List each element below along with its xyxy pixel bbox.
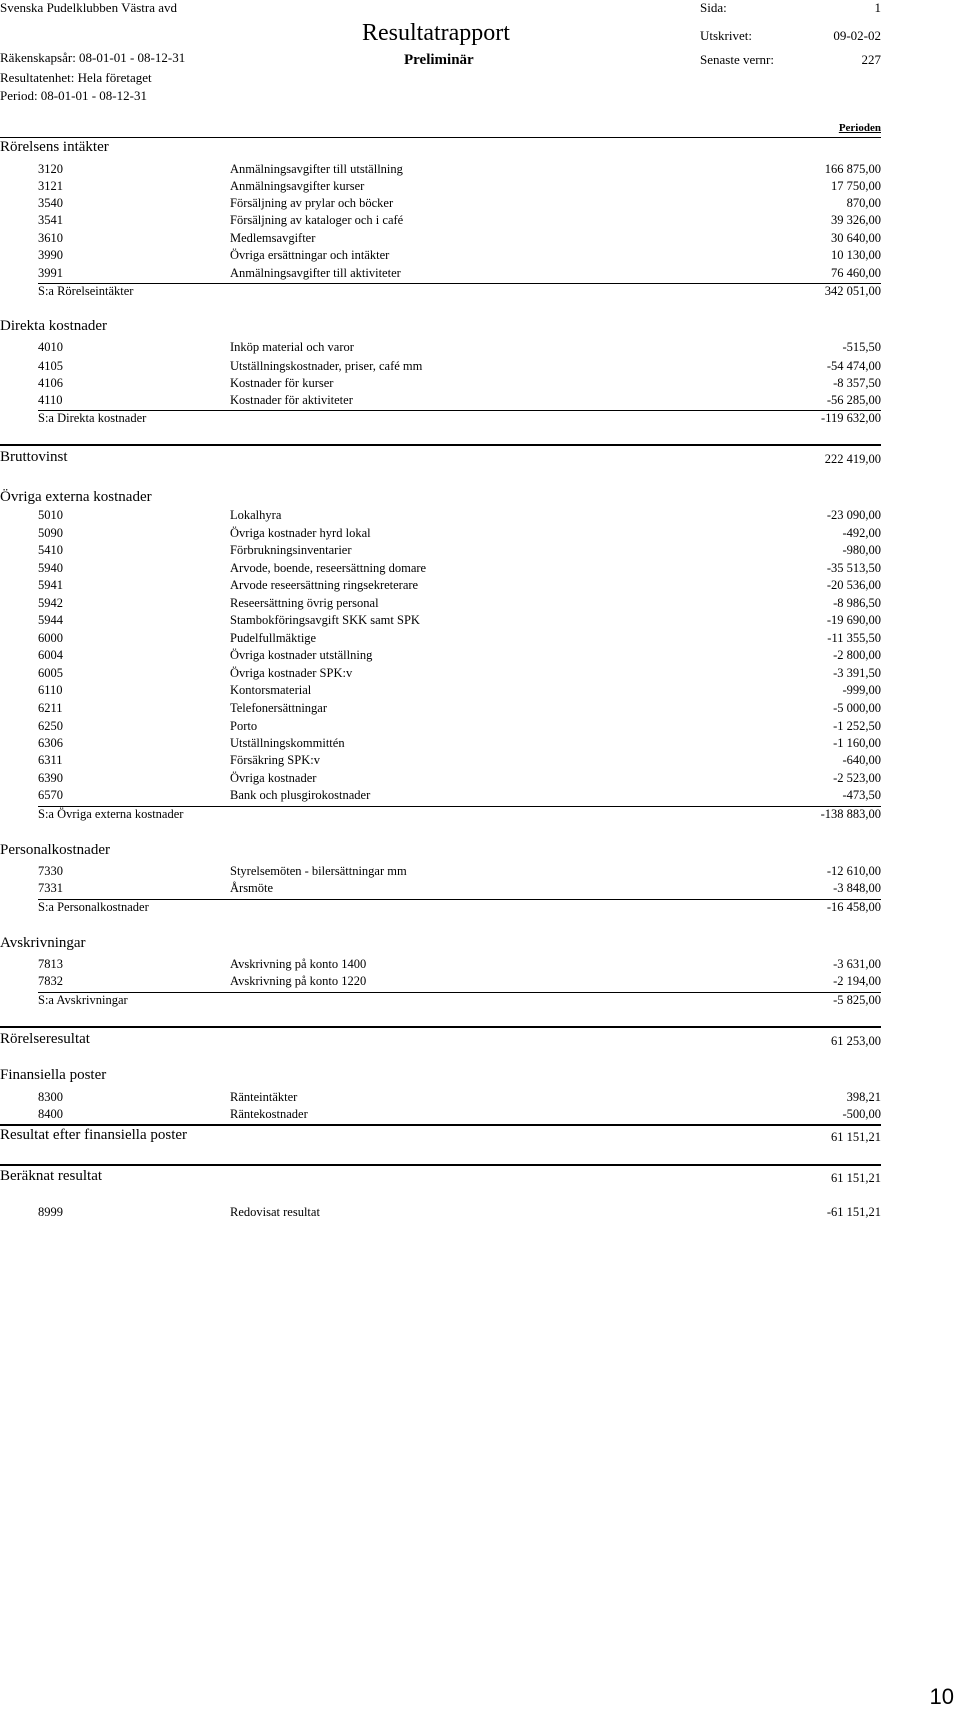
account-description: Utställningskostnader, priser, café mm <box>230 359 423 373</box>
table-row <box>0 543 960 560</box>
table-row <box>0 526 960 543</box>
account-description: Anmälningsavgifter kurser <box>230 179 365 193</box>
amount: 870,00 <box>846 196 881 210</box>
page-value: 1 <box>874 0 881 15</box>
account-description: Ränteintäkter <box>230 1090 298 1104</box>
printed-value: 09-02-02 <box>833 28 881 43</box>
account-number: 4010 <box>38 340 63 354</box>
total-label: Bruttovinst <box>0 449 68 465</box>
account-number: 4106 <box>38 376 63 390</box>
account-number: 6306 <box>38 736 63 750</box>
amount: -2 523,00 <box>833 771 881 785</box>
period: Period: 08-01-01 - 08-12-31 <box>0 88 147 103</box>
table-row <box>0 974 960 991</box>
account-number: 6390 <box>38 771 63 785</box>
account-description: Pudelfullmäktige <box>230 631 317 645</box>
account-number: 3121 <box>38 179 63 193</box>
account-description: Övriga kostnader utställning <box>230 648 373 662</box>
amount: -19 690,00 <box>826 613 881 627</box>
table-row <box>0 508 960 525</box>
total-divider <box>0 444 881 446</box>
total-label: Rörelseresultat <box>0 1031 90 1047</box>
amount: 30 640,00 <box>831 231 881 245</box>
amount: -61 151,21 <box>826 1205 881 1219</box>
table-row <box>0 179 960 196</box>
table-row <box>0 596 960 613</box>
account-number: 8400 <box>38 1107 63 1121</box>
amount: -515,50 <box>842 340 881 354</box>
account-description: Förbrukningsinventarier <box>230 543 352 557</box>
account-description: Avskrivning på konto 1220 <box>230 974 367 988</box>
account-description: Övriga kostnader <box>230 771 317 785</box>
amount: -500,00 <box>842 1107 881 1121</box>
column-header: Perioden <box>838 122 881 134</box>
amount: -23 090,00 <box>826 508 881 522</box>
section-title: Finansiella poster <box>0 1067 107 1083</box>
result-unit: Resultatenhet: Hela företaget <box>0 70 152 85</box>
page-number: 10 <box>929 1684 954 1709</box>
account-description: Styrelsemöten - bilersättningar mm <box>230 864 407 878</box>
table-row <box>0 666 960 683</box>
account-description: Försäljning av kataloger och i café <box>230 213 404 227</box>
account-description: Anmälningsavgifter till aktiviteter <box>230 266 401 280</box>
account-number: 3990 <box>38 248 63 262</box>
table-row <box>0 578 960 595</box>
table-row <box>0 957 960 974</box>
account-number: 5942 <box>38 596 63 610</box>
amount: -3 391,50 <box>833 666 881 680</box>
report-title: Resultatrapport <box>362 20 510 46</box>
account-description: Kontorsmaterial <box>230 683 312 697</box>
section-title: Direkta kostnader <box>0 318 108 334</box>
account-description: Övriga ersättningar och intäkter <box>230 248 390 262</box>
table-row <box>0 1205 960 1222</box>
account-number: 8999 <box>38 1205 63 1219</box>
section-title: Avskrivningar <box>0 935 86 951</box>
account-description: Arvode reseersättning ringsekreterare <box>230 578 419 592</box>
account-description: Bank och plusgirokostnader <box>230 788 371 802</box>
amount: -35 513,50 <box>826 561 881 575</box>
account-number: 5090 <box>38 526 63 540</box>
printed-label: Utskrivet: <box>700 28 752 43</box>
table-row <box>0 753 960 770</box>
total-amount: 61 151,21 <box>831 1171 881 1185</box>
subtotal-label: S:a Direkta kostnader <box>38 411 147 425</box>
last-ver-value: 227 <box>861 52 881 67</box>
account-description: Telefonersättningar <box>230 701 327 715</box>
amount: -1 160,00 <box>833 736 881 750</box>
account-number: 8300 <box>38 1090 63 1104</box>
subtotal-divider <box>38 410 881 411</box>
table-row <box>0 648 960 665</box>
subtotal-amount: -16 458,00 <box>826 900 881 914</box>
amount: 39 326,00 <box>831 213 881 227</box>
account-number: 6005 <box>38 666 63 680</box>
account-number: 6000 <box>38 631 63 645</box>
total-label: Resultat efter finansiella poster <box>0 1127 188 1143</box>
amount: -999,00 <box>842 683 881 697</box>
table-row <box>0 376 960 393</box>
account-number: 4105 <box>38 359 63 373</box>
section-title: Övriga externa kostnader <box>0 489 152 505</box>
amount: 76 460,00 <box>831 266 881 280</box>
account-number: 7832 <box>38 974 63 988</box>
header-divider <box>0 137 881 138</box>
account-number: 7330 <box>38 864 63 878</box>
table-row <box>0 864 960 881</box>
account-number: 5410 <box>38 543 63 557</box>
table-row <box>0 613 960 630</box>
account-description: Utställningskommittén <box>230 736 345 750</box>
table-row <box>0 1090 960 1107</box>
account-number: 5010 <box>38 508 63 522</box>
table-row <box>0 162 960 179</box>
section-title: Rörelsens intäkter <box>0 139 109 155</box>
account-description: Räntekostnader <box>230 1107 308 1121</box>
table-row <box>0 359 960 376</box>
account-description: Redovisat resultat <box>230 1205 320 1219</box>
org-name: Svenska Pudelklubben Västra avd <box>0 0 178 15</box>
table-row <box>0 231 960 248</box>
report-subtitle: Preliminär <box>404 52 474 68</box>
account-description: Lokalhyra <box>230 508 282 522</box>
account-number: 6110 <box>38 683 63 697</box>
account-number: 7331 <box>38 881 63 895</box>
account-number: 3541 <box>38 213 63 227</box>
total-divider <box>0 1026 881 1028</box>
account-description: Medlemsavgifter <box>230 231 316 245</box>
table-row <box>0 266 960 283</box>
total-amount: 61 151,21 <box>831 1130 881 1144</box>
amount: -11 355,50 <box>827 631 881 645</box>
account-number: 6311 <box>38 753 63 767</box>
amount: -3 848,00 <box>833 881 881 895</box>
subtotal-divider <box>38 992 881 993</box>
table-row <box>0 213 960 230</box>
total-amount: 61 253,00 <box>831 1034 881 1048</box>
account-description: Försäkring SPK:v <box>230 753 320 767</box>
amount: -5 000,00 <box>833 701 881 715</box>
amount: -8 986,50 <box>833 596 881 610</box>
account-number: 5941 <box>38 578 63 592</box>
account-description: Porto <box>230 719 258 733</box>
account-description: Försäljning av prylar och böcker <box>230 196 394 210</box>
amount: -8 357,50 <box>833 376 881 390</box>
amount: 166 875,00 <box>824 162 881 176</box>
amount: -492,00 <box>842 526 881 540</box>
table-row <box>0 631 960 648</box>
table-row <box>0 393 960 410</box>
account-number: 4110 <box>38 393 63 407</box>
section-title: Personalkostnader <box>0 842 110 858</box>
amount: -2 194,00 <box>833 974 881 988</box>
subtotal-label: S:a Personalkostnader <box>38 900 149 914</box>
subtotal-amount: 342 051,00 <box>824 284 881 298</box>
table-row <box>0 248 960 265</box>
amount: -54 474,00 <box>826 359 881 373</box>
amount: -2 800,00 <box>833 648 881 662</box>
subtotal-divider <box>38 283 881 284</box>
account-number: 5944 <box>38 613 63 627</box>
subtotal-label: S:a Avskrivningar <box>38 993 128 1007</box>
account-number: 6004 <box>38 648 63 662</box>
table-row <box>0 881 960 898</box>
account-description: Anmälningsavgifter till utställning <box>230 162 403 176</box>
account-number: 6211 <box>38 701 63 715</box>
account-description: Arvode, boende, reseersättning domare <box>230 561 427 575</box>
total-amount: 222 419,00 <box>824 452 881 466</box>
table-row <box>0 561 960 578</box>
last-ver-label: Senaste vernr: <box>700 52 775 67</box>
account-number: 6250 <box>38 719 63 733</box>
account-description: Avskrivning på konto 1400 <box>230 957 367 971</box>
amount: 10 130,00 <box>831 248 881 262</box>
account-description: Övriga kostnader hyrd lokal <box>230 526 371 540</box>
table-row <box>0 683 960 700</box>
amount: 398,21 <box>846 1090 881 1104</box>
amount: -12 610,00 <box>826 864 881 878</box>
total-divider <box>0 1164 881 1166</box>
amount: -3 631,00 <box>833 957 881 971</box>
table-row <box>0 701 960 718</box>
subtotal-amount: -5 825,00 <box>833 993 881 1007</box>
table-row <box>0 788 960 805</box>
amount: -640,00 <box>842 753 881 767</box>
subtotal-amount: -119 632,00 <box>821 411 881 425</box>
subtotal-divider <box>38 899 881 900</box>
fiscal-year: Räkenskapsår: 08-01-01 - 08-12-31 <box>0 50 186 65</box>
amount: 17 750,00 <box>831 179 881 193</box>
table-row <box>0 1107 960 1124</box>
amount: -980,00 <box>842 543 881 557</box>
account-number: 3610 <box>38 231 63 245</box>
page-label: Sida: <box>700 0 727 15</box>
account-description: Årsmöte <box>230 881 274 895</box>
subtotal-label: S:a Rörelseintäkter <box>38 284 134 298</box>
account-number: 3120 <box>38 162 63 176</box>
table-row <box>0 771 960 788</box>
table-row <box>0 736 960 753</box>
account-description: Kostnader för aktiviteter <box>230 393 353 407</box>
account-description: Kostnader för kurser <box>230 376 334 390</box>
account-description: Stambokföringsavgift SKK samt SPK <box>230 613 420 627</box>
total-label: Beräknat resultat <box>0 1168 103 1184</box>
account-number: 5940 <box>38 561 63 575</box>
subtotal-amount: -138 883,00 <box>820 807 881 821</box>
amount: -1 252,50 <box>833 719 881 733</box>
account-description: Reseersättning övrig personal <box>230 596 379 610</box>
table-row <box>0 196 960 213</box>
account-number: 3540 <box>38 196 63 210</box>
amount: -473,50 <box>842 788 881 802</box>
account-description: Övriga kostnader SPK:v <box>230 666 353 680</box>
account-description: Inköp material och varor <box>230 340 354 354</box>
total-divider <box>0 1124 881 1126</box>
account-number: 6570 <box>38 788 63 802</box>
subtotal-label: S:a Övriga externa kostnader <box>38 807 184 821</box>
account-number: 7813 <box>38 957 63 971</box>
account-number: 3991 <box>38 266 63 280</box>
table-row <box>0 340 960 357</box>
table-row <box>0 719 960 736</box>
amount: -56 285,00 <box>826 393 881 407</box>
amount: -20 536,00 <box>826 578 881 592</box>
